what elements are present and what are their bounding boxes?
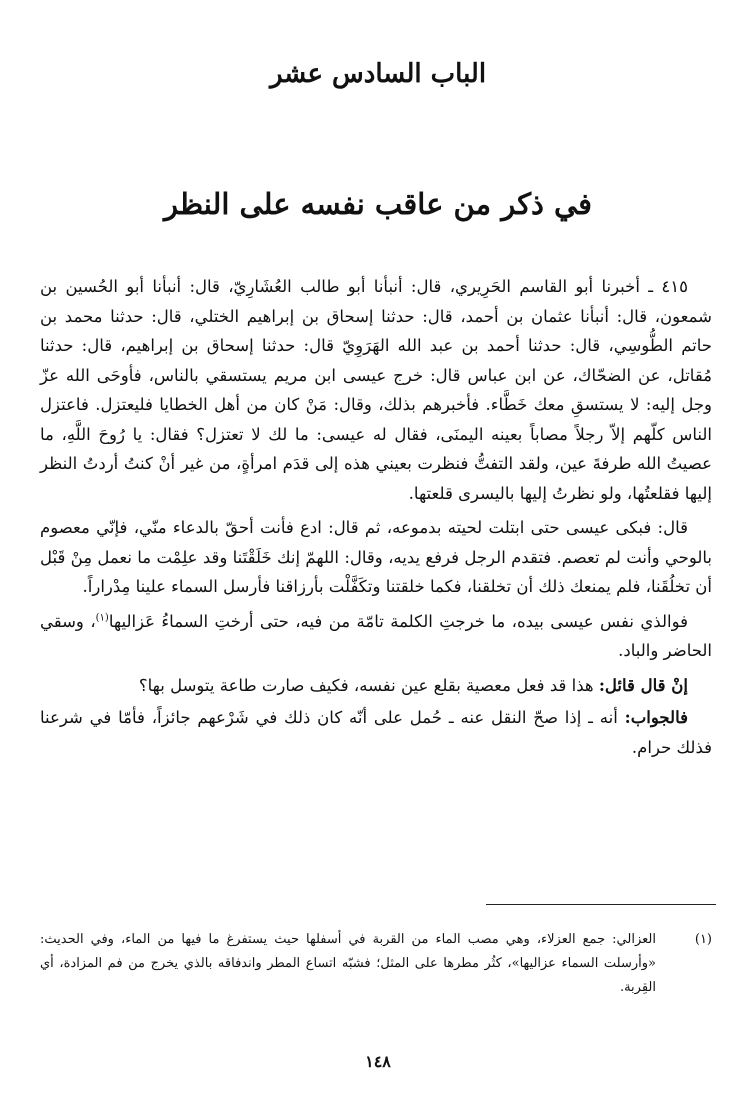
paragraph-rain (40, 607, 712, 666)
question-lead: إنْ قال قائل: (598, 675, 688, 695)
question-text: هذا قد فعل معصية بقلع عين نفسه، فكيف صارت طاعة يتوسل بها؟ (138, 675, 599, 695)
paragraph-prayer: قال: فبكى عيسى حتى ابتلت لحيته بدموعه، ثم قال: ادع فأنت أحقّ بالدعاء منّي، فإنّي معصوم بالوحي وأنت لم تعصم. فتقدم الرجل فرفع يديه، وقال: اللهمّ إنك خَلَقْتَنا وقد علِمْت ما نعمل مِنْ قَبْل أن تخلُقَنا، فلم يمنعك ذلك أن تخلقنا، فكما خلقتنا وتكَفَّلْت بأرزاقنا فأرسل السماء علينا مِدْراراً. (40, 518, 712, 596)
paragraph-rain-text: فوالذي نفس عيسى بيده، ما خرجتِ الكلمة تامّة من فيه، حتى أرختِ السماءُ عَزاليها (108, 611, 688, 631)
page-number: ١٤٨ (365, 1052, 391, 1071)
footnote-number: (١) (694, 932, 712, 947)
body-text (40, 272, 712, 765)
answer-paragraph (40, 703, 712, 762)
footnote (40, 928, 712, 1000)
question-paragraph (40, 671, 712, 701)
chapter-title: الباب السادس عشر (269, 59, 487, 89)
paragraph-rain-tail: ، وسقي الحاضر والباد. (40, 611, 712, 660)
answer-text: أنه ـ إذا صحّ النقل عنه ـ حُمل على أنّه كان ذلك في شَرْعهم جائزاً، فأمّا في شرعنا فذلك حرام. (40, 708, 712, 757)
footnote-separator (486, 904, 716, 905)
footnote-text: العزالي: جمع العزلاء، وهي مصب الماء من القربة في أسفلها حيث يستفرغ ما فيها من الماء، وفي الحديث: «وأرسلت السماء عزاليها»، كثُر مطرها على المثل؛ فشبّه اتساع المطر واندفاقه بالذي يخرج من فم المزادة، أي القِربة. (40, 932, 656, 995)
footnote-reference: (١) (95, 612, 109, 623)
section-title: في ذكر من عاقب نفسه على النظر (163, 187, 593, 221)
paragraph-hadith: ٤١٥ ـ أخبرنا أبو القاسم الحَرِيري، قال: أنبأنا أبو طالب العُشَارِيّ، قال: أنبأنا أبو الحُسين بن شمعون، قال: أنبأنا عثمان بن أحمد، قال: حدثنا إسحاق بن إبراهيم الختلي، قال: حدثنا محمد بن حاتم الطُّوسِي، قال: حدثنا أحمد بن عبد الله الهَرَوِيّ قال: حدثنا إسحاق بن إبراهيم، قال: حدثنا مُقاتل، عن الضحّاك، عن ابن عباس قال: خرج عيسى ابن مريم يستسقي بالناس، فأوحَى الله عزّ وجل إليه: لا يستسقِ معك خَطَّاء. فأخبرهم بذلك، وقال: مَنْ كان من أهل الخطايا فليعتزل. فاعتزل الناس كلّهم إلاّ رجلاً مصاباً بعينه اليمنَى، فقال له عيسى: ما لك لا تعتزل؟ فقال: يا رُوحَ اللَّهِ، ما عصيتُ الله طرفةَ عين، ولقد التفتُّ فنظرت بعيني هذه إلى قدَم امرأةٍ، من غير أنْ كنتُ أردتُ النظر إليها فقلعتُها، ولو نظرتُ إليها باليسرى قلعتها. (40, 277, 712, 503)
answer-lead: فالجواب: (624, 708, 688, 727)
